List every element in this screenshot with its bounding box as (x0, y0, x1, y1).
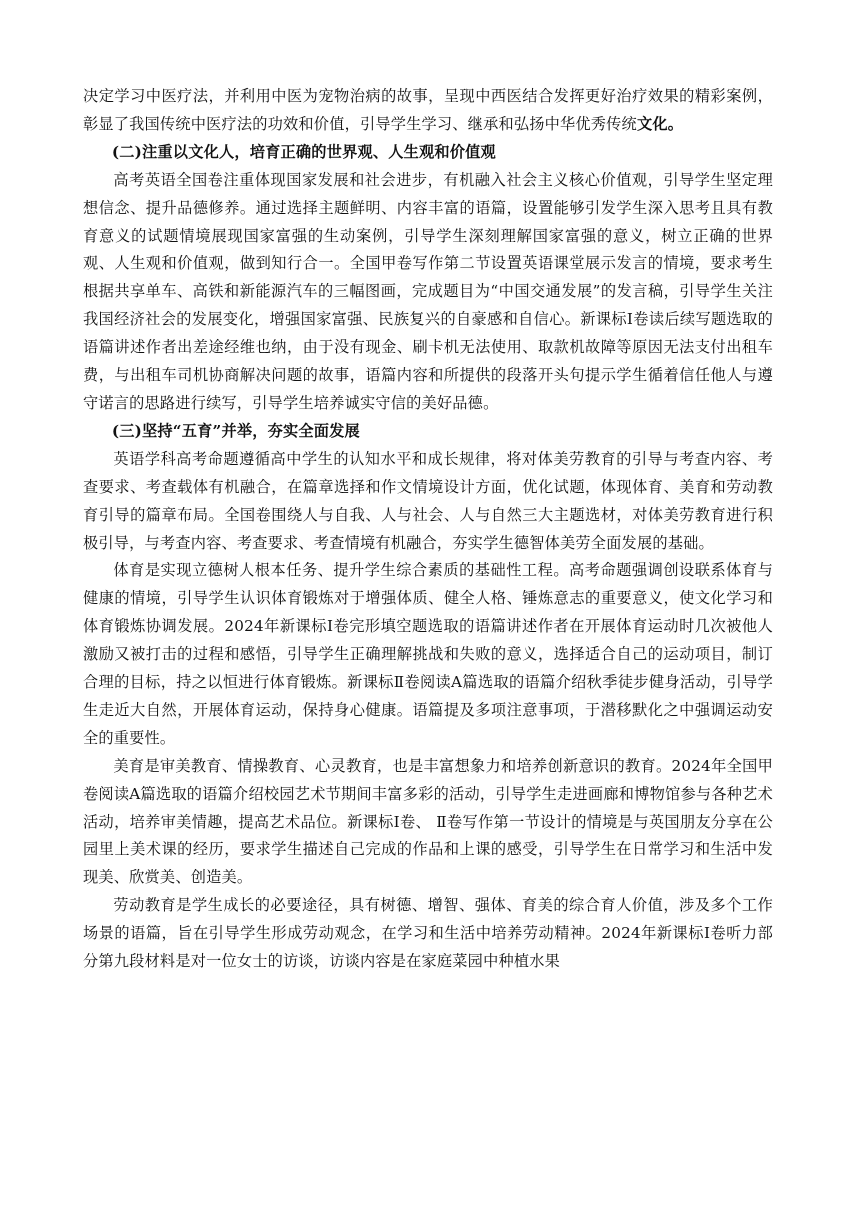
paragraph-five-education: 英语学科高考命题遵循高中学生的认知水平和成长规律，将对体美劳教育的引导与考查内容、考查要求、考查载体有机融合，在篇章选择和作文情境设计方面，优化试题，体现体育、美育和劳动教育引导的篇章布局。全国卷围绕人与自我、人与社会、人与自然三大主题选材，对体美劳教育进行积极引导，与考查内容、考查要求、考查情境有机融合，夯实学生德智体美劳全面发展的基础。 (83, 449, 773, 552)
paragraph-continued (83, 83, 773, 139)
paragraph-text: 决定学习中医疗法，并利用中医为宠物治病的故事，呈现中西医结合发挥更好治疗效果的精彩案例，彰显了我国传统中医疗法的功效和价值，引导学生学习、继承和弘扬中华优秀传统 (83, 87, 773, 133)
paragraph-physical-education: 体育是实现立德树人根本任务、提升学生综合素质的基础性工程。高考命题强调创设联系体育与健康的情境，引导学生认识体育锻炼对于增强体质、健全人格、锤炼意志的重要意义，使文化学习和体育锻炼协调发展。2024年新课标Ⅰ卷完形填空题选取的语篇讲述作者在开展体育运动时几次被他人激励又被打击的过程和感悟，引导学生正确理解挑战和失败的意义，选择适合自己的运动项目，制订合理的目标，持之以恒进行体育锻炼。新课标Ⅱ卷阅读A篇选取的语篇介绍秋季徒步健身活动，引导学生走近大自然，开展体育运动，保持身心健康。语篇提及多项注意事项，于潜移默化之中强调运动安全的重要性。 (83, 561, 773, 747)
document-body (83, 83, 773, 976)
section-heading-3: (三)坚持“五育”并举，夯实全面发展 (111, 421, 360, 440)
paragraph-culture-values: 高考英语全国卷注重体现国家发展和社会进步，有机融入社会主义核心价值观，引导学生坚定理想信念、提升品德修养。通过选择主题鲜明、内容丰富的语篇，设置能够引发学生深入思考且具有教育意义的试题情境展现国家富强的生动案例，引导学生深刻理解国家富强的意义，树立正确的世界观、人生观和价值观，做到知行合一。全国甲卷写作第二节设置英语课堂展示发言的情境，要求考生根据共享单车、高铁和新能源汽车的三幅图画，完成题目为“中国交通发展”的发言稿，引导学生关注我国经济社会的发展变化，增强国家富强、民族复兴的自豪感和自信心。新课标Ⅰ卷读后续写题选取的语篇讲述作者出差途经维也纳，由于没有现金、刷卡机无法使用、取款机故障等原因无法支付出租车费，与出租车司机协商解决问题的故事，语篇内容和所提供的段落开头句提示学生循着信任他人与遵守诺言的思路进行续写，引导学生培养诚实守信的美好品德。 (83, 170, 773, 412)
paragraph-labor-education: 劳动教育是学生成长的必要途径，具有树德、增智、强体、育美的综合育人价值，涉及多个工作场景的语篇，旨在引导学生形成劳动观念，在学习和生活中培养劳动精神。2024年新课标Ⅰ卷听力部分第九段材料是对一位女士的访谈，访谈内容是在家庭菜园中种植水果 (83, 896, 773, 971)
section-heading-2: (二)注重以文化人，培育正确的世界观、人生观和价值观 (111, 142, 496, 161)
paragraph-aesthetic-education: 美育是审美教育、情操教育、心灵教育，也是丰富想象力和培养创新意识的教育。2024年全国甲卷阅读A篇选取的语篇介绍校园艺术节期间丰富多彩的活动，引导学生走进画廊和博物馆参与各种艺术活动，培养审美情趣，提高艺术品位。新课标Ⅰ卷、 Ⅱ卷写作第一节设计的情境是与英国朋友分享在公园里上美术课的经历，要求学生描述自己完成的作品和上课的感受，引导学生在日常学习和生活中发现美、欣赏美、创造美。 (83, 756, 773, 887)
paragraph-bold-tail: 文化。 (636, 114, 684, 133)
